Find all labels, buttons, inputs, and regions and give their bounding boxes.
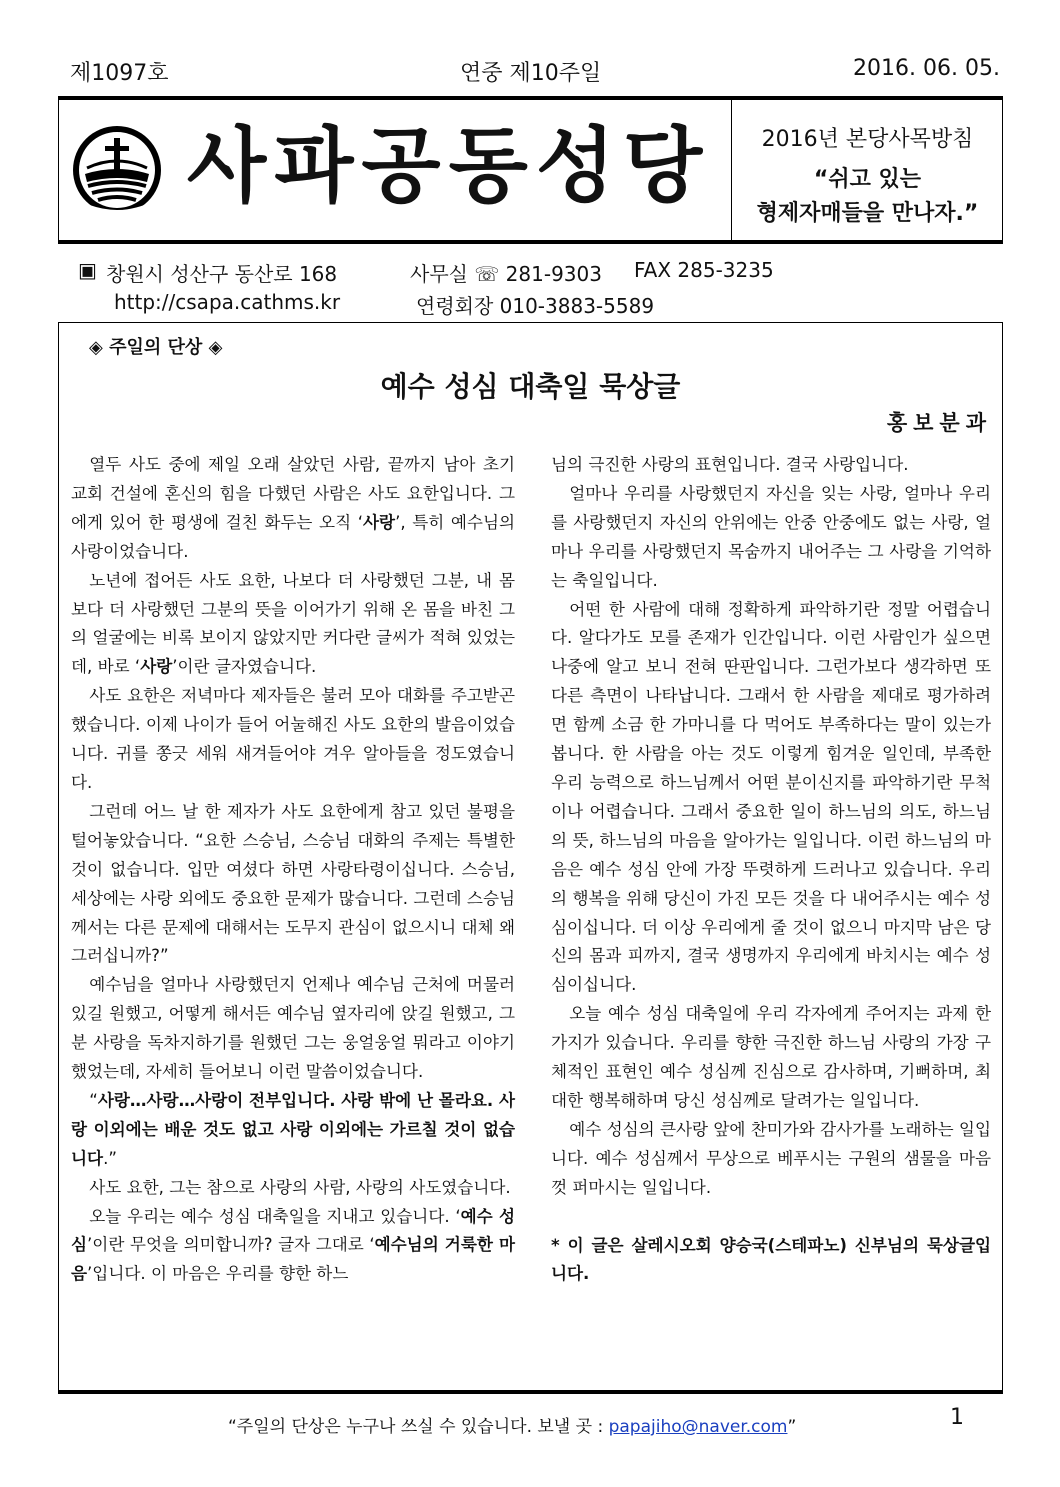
page-number: 1 <box>950 1405 964 1430</box>
paragraph: 사도 요한, 그는 참으로 사랑의 사람, 사랑의 사도였습니다. <box>89 1177 511 1197</box>
paragraph: 예수님을 얼마나 사랑했던지 언제나 예수님 근처에 머물러있길 원했고, 어떻게 해서든 예수님 옆자리에 앉길 원했고, 그분 사랑을 독차지하기를 원했던 그는 웅얼웅얼 뭐라고 이야기했었는데, 자세히 들어보니 이런 말씀이었습니다. <box>71 975 515 1082</box>
footer-note: “주일의 단상은 누구나 쓰실 수 있습니다. 보낼 곳 : papajiho@naver.com” <box>228 1417 797 1437</box>
issue-number: 제1097호 <box>70 61 169 86</box>
issue-header <box>62 56 1004 86</box>
paragraph: 오늘 우리는 예수 성심 대축일을 지내고 있습니다. ‘예수 성심’이란 무엇을 의미합니까? 글자 그대로 ‘예수님의 거룩한 마음’입니다. 이 마음은 우리를 향한 하느 <box>71 1206 515 1284</box>
article-title: 예수 성심 대축일 묵상글 <box>380 370 681 403</box>
article-author: 홍보분과 <box>886 411 992 435</box>
paragraph: 예수 성심의 큰사랑 앞에 찬미가와 감사가를 노래하는 일입니다. 예수 성심께서 무상으로 베푸시는 구원의 샘물을 마음껏 퍼마시는 일입니다. <box>551 1119 991 1197</box>
paragraph-quote: “사랑…사랑…사랑이 전부입니다. 사랑 밖에 난 몰라요. 사랑 이외에는 배운 것도 없고 사랑 이외에는 가르칠 것이 없습니다.” <box>71 1090 515 1168</box>
president-phone: 연령회장 010-3883-5589 <box>416 294 655 318</box>
motto-title: 2016년 본당사목방침 <box>761 127 974 152</box>
masthead <box>58 96 1003 244</box>
motto-line: “쉬고 있는 <box>813 167 922 192</box>
paragraph: 어떤 한 사람에 대해 정확하게 파악하기란 정말 어렵습니다. 알다가도 모를 존재가 인간입니다. 이런 사람인가 싶으면 나중에 알고 보니 전혀 딴판입니다. 그런가보다 생각하면 또 다른 측면이 나타납니다. 그래서 한 사람을 제대로 평가하려면 함께 소금 한 가마니를 다 먹어도 부족하다는 말이 있는가 봅니다. 한 사람을 아는 것도 이렇게 힘겨운 일인데, 부족한 우리 능력으로 하느님께서 어떤 분이신지를 파악하기란 무척이나 어렵습니다. 그래서 중요한 일이 하느님의 의도, 하느님의 뜻, 하느님의 마음을 알아가는 일입니다. 이런 하느님의 마음은 예수 성심 안에 가장 뚜렷하게 드러나고 있습니다. 우리의 행복을 위해 당신이 가진 모든 것을 다 내어주시는 예수 성심이십니다. 더 이상 우리에게 줄 것이 없으니 마지막 남은 당신의 몸과 피까지, 결국 생명까지 우리에게 바치시는 예수 성심이십니다. <box>551 599 991 995</box>
church-name: 사파공동성당 <box>187 119 711 214</box>
parish-logo-icon <box>71 124 163 216</box>
article-box <box>58 322 1003 1394</box>
issue-date: 2016. 06. 05. <box>853 56 1000 81</box>
article-column-left <box>71 451 515 1289</box>
article-column-right <box>551 451 991 1289</box>
address: 창원시 성산구 동산로 168 <box>106 262 338 286</box>
paragraph: 오늘 예수 성심 대축일에 우리 각자에게 주어지는 과제 한 가지가 있습니다. 우리를 향한 극진한 하느님 사랑의 가장 구체적인 표현인 예수 성심께 진심으로 감사하며, 기뻐하며, 최대한 행복해하며 당신 성심께로 달려가는 일입니다. <box>551 1004 991 1110</box>
motto-line: 형제자매들을 만나자.” <box>756 201 979 226</box>
paragraph: 그런데 어느 날 한 제자가 사도 요한에게 참고 있던 불평을 털어놓았습니다. “요한 스승님, 스승님 대화의 주제는 특별한 것이 없습니다. 입만 여셨다 하면 사랑타령이십니다. 스승님, 세상에는 사랑 외에도 중요한 문제가 많습니다. 그런데 스승님께서는 다른 문제에 대해서는 도무지 관심이 없으시니 대체 왜 그러십니까?” <box>71 801 515 966</box>
paragraph: 열두 사도 중에 제일 오래 살았던 사람, 끝까지 남아 초기 교회 건설에 혼신의 힘을 다했던 사람은 사도 요한입니다. 그에게 있어 한 평생에 걸친 화두는 오직 ‘사랑’, 특히 예수님의 사랑이었습니다. <box>71 455 516 561</box>
source-note: * 이 글은 살레시오회 양승국(스테파노) 신부님의 묵상글입니다. <box>551 1235 991 1284</box>
fax-number: FAX 285-3235 <box>634 258 774 282</box>
contact-email-link[interactable]: papajiho@naver.com <box>608 1417 788 1437</box>
paragraph: 님의 극진한 사랑의 표현입니다. 결국 사랑입니다. <box>551 455 909 474</box>
section-label: ◈ 주일의 단상 ◈ <box>89 337 223 358</box>
paragraph: 노년에 접어든 사도 요한, 나보다 더 사랑했던 그분, 내 몸보다 더 사랑했던 그분의 뜻을 이어가기 위해 온 몸을 바친 그의 얼굴에는 비록 보이지 않았지만 커다란 글씨가 적혀 있었는데, 바로 ‘사랑’이란 글자였습니다. <box>71 570 515 677</box>
paragraph: 얼마나 우리를 사랑했던지 자신을 잊는 사랑, 얼마나 우리를 사랑했던지 자신의 안위에는 안중 안중에도 없는 사랑, 얼마나 우리를 사랑했던지 목숨까지 내어주는 그 사랑을 기억하는 축일입니다. <box>551 483 991 590</box>
address-bullet-icon: ▣ <box>78 258 97 282</box>
contact-info <box>78 258 998 320</box>
pastoral-motto <box>731 100 1003 240</box>
paragraph: 사도 요한은 저녁마다 제자들은 불러 모아 대화를 주고받곤 했습니다. 이제 나이가 들어 어눌해진 사도 요한의 발음이었습니다. 귀를 쫑긋 세워 새겨들어야 겨우 알아들을 정도였습니다. <box>71 686 515 792</box>
liturgical-week: 연중 제10주일 <box>460 61 602 86</box>
office-phone: 사무실 ☏ 281-9303 <box>410 262 602 286</box>
website-link[interactable]: http://csapa.cathms.kr <box>114 290 341 314</box>
